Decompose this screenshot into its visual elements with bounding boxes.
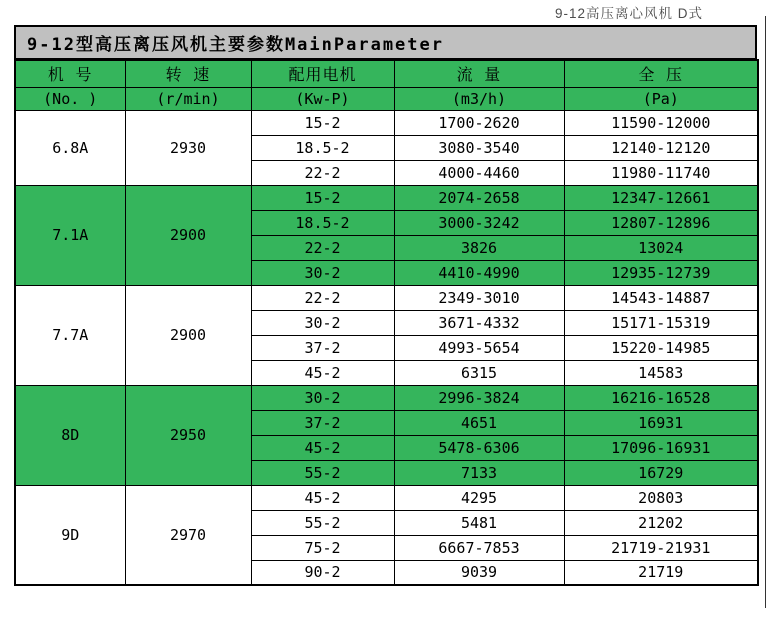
speed-cell: 2900 [125, 285, 251, 385]
header-model: 机 号 [15, 60, 125, 87]
header-row-names [15, 60, 758, 87]
flow-cell: 4993-5654 [394, 335, 564, 360]
flow-cell: 7133 [394, 460, 564, 485]
parameters-table [14, 59, 759, 586]
motor-cell: 30-2 [251, 260, 394, 285]
motor-cell: 55-2 [251, 510, 394, 535]
flow-cell: 3671-4332 [394, 310, 564, 335]
pressure-cell: 16216-16528 [564, 385, 758, 410]
flow-cell: 2349-3010 [394, 285, 564, 310]
motor-cell: 22-2 [251, 235, 394, 260]
model-cell: 9D [15, 485, 125, 585]
motor-cell: 45-2 [251, 360, 394, 385]
page-corner-label: 9-12高压离心风机 D式 [554, 6, 703, 21]
speed-cell: 2900 [125, 185, 251, 285]
unit-pressure: (Pa) [564, 87, 758, 110]
speed-cell: 2970 [125, 485, 251, 585]
flow-cell: 5478-6306 [394, 435, 564, 460]
pressure-cell: 15171-15319 [564, 310, 758, 335]
flow-cell: 6315 [394, 360, 564, 385]
table-row [15, 385, 758, 410]
header-pressure: 全 压 [564, 60, 758, 87]
table-row [15, 110, 758, 135]
motor-cell: 15-2 [251, 185, 394, 210]
flow-cell: 4295 [394, 485, 564, 510]
motor-cell: 30-2 [251, 385, 394, 410]
speed-cell: 2930 [125, 110, 251, 185]
model-cell: 8D [15, 385, 125, 485]
motor-cell: 22-2 [251, 285, 394, 310]
pressure-cell: 14543-14887 [564, 285, 758, 310]
flow-cell: 2996-3824 [394, 385, 564, 410]
pressure-cell: 16729 [564, 460, 758, 485]
pressure-cell: 21719-21931 [564, 535, 758, 560]
unit-flow: (m3/h) [394, 87, 564, 110]
speed-cell: 2950 [125, 385, 251, 485]
motor-cell: 22-2 [251, 160, 394, 185]
flow-cell: 5481 [394, 510, 564, 535]
parameter-sheet [14, 25, 757, 586]
header-motor: 配用电机 [251, 60, 394, 87]
pressure-cell: 14583 [564, 360, 758, 385]
unit-motor: (Kw-P) [251, 87, 394, 110]
pressure-cell: 13024 [564, 235, 758, 260]
table-body [15, 110, 758, 585]
pressure-cell: 12347-12661 [564, 185, 758, 210]
motor-cell: 18.5-2 [251, 135, 394, 160]
pressure-cell: 12140-12120 [564, 135, 758, 160]
motor-cell: 45-2 [251, 485, 394, 510]
table-row [15, 285, 758, 310]
pressure-cell: 21202 [564, 510, 758, 535]
pressure-cell: 11980-11740 [564, 160, 758, 185]
pressure-cell: 16931 [564, 410, 758, 435]
pressure-cell: 12807-12896 [564, 210, 758, 235]
unit-speed: (r/min) [125, 87, 251, 110]
model-cell: 7.7A [15, 285, 125, 385]
flow-cell: 4410-4990 [394, 260, 564, 285]
motor-cell: 18.5-2 [251, 210, 394, 235]
model-cell: 7.1A [15, 185, 125, 285]
page-right-border [765, 16, 766, 608]
pressure-cell: 17096-16931 [564, 435, 758, 460]
pressure-cell: 11590-12000 [564, 110, 758, 135]
header-flow: 流 量 [394, 60, 564, 87]
flow-cell: 3826 [394, 235, 564, 260]
flow-cell: 9039 [394, 560, 564, 585]
table-row [15, 485, 758, 510]
pressure-cell: 21719 [564, 560, 758, 585]
table-title: 9-12型高压离压风机主要参数MainParameter [14, 25, 757, 59]
flow-cell: 4651 [394, 410, 564, 435]
pressure-cell: 15220-14985 [564, 335, 758, 360]
motor-cell: 55-2 [251, 460, 394, 485]
pressure-cell: 20803 [564, 485, 758, 510]
unit-model: (No. ) [15, 87, 125, 110]
table-row [15, 185, 758, 210]
model-cell: 6.8A [15, 110, 125, 185]
motor-cell: 15-2 [251, 110, 394, 135]
motor-cell: 45-2 [251, 435, 394, 460]
header-row-units [15, 87, 758, 110]
motor-cell: 30-2 [251, 310, 394, 335]
motor-cell: 75-2 [251, 535, 394, 560]
motor-cell: 37-2 [251, 410, 394, 435]
header-speed: 转 速 [125, 60, 251, 87]
flow-cell: 3000-3242 [394, 210, 564, 235]
pressure-cell: 12935-12739 [564, 260, 758, 285]
flow-cell: 4000-4460 [394, 160, 564, 185]
flow-cell: 6667-7853 [394, 535, 564, 560]
motor-cell: 37-2 [251, 335, 394, 360]
flow-cell: 1700-2620 [394, 110, 564, 135]
flow-cell: 3080-3540 [394, 135, 564, 160]
flow-cell: 2074-2658 [394, 185, 564, 210]
motor-cell: 90-2 [251, 560, 394, 585]
